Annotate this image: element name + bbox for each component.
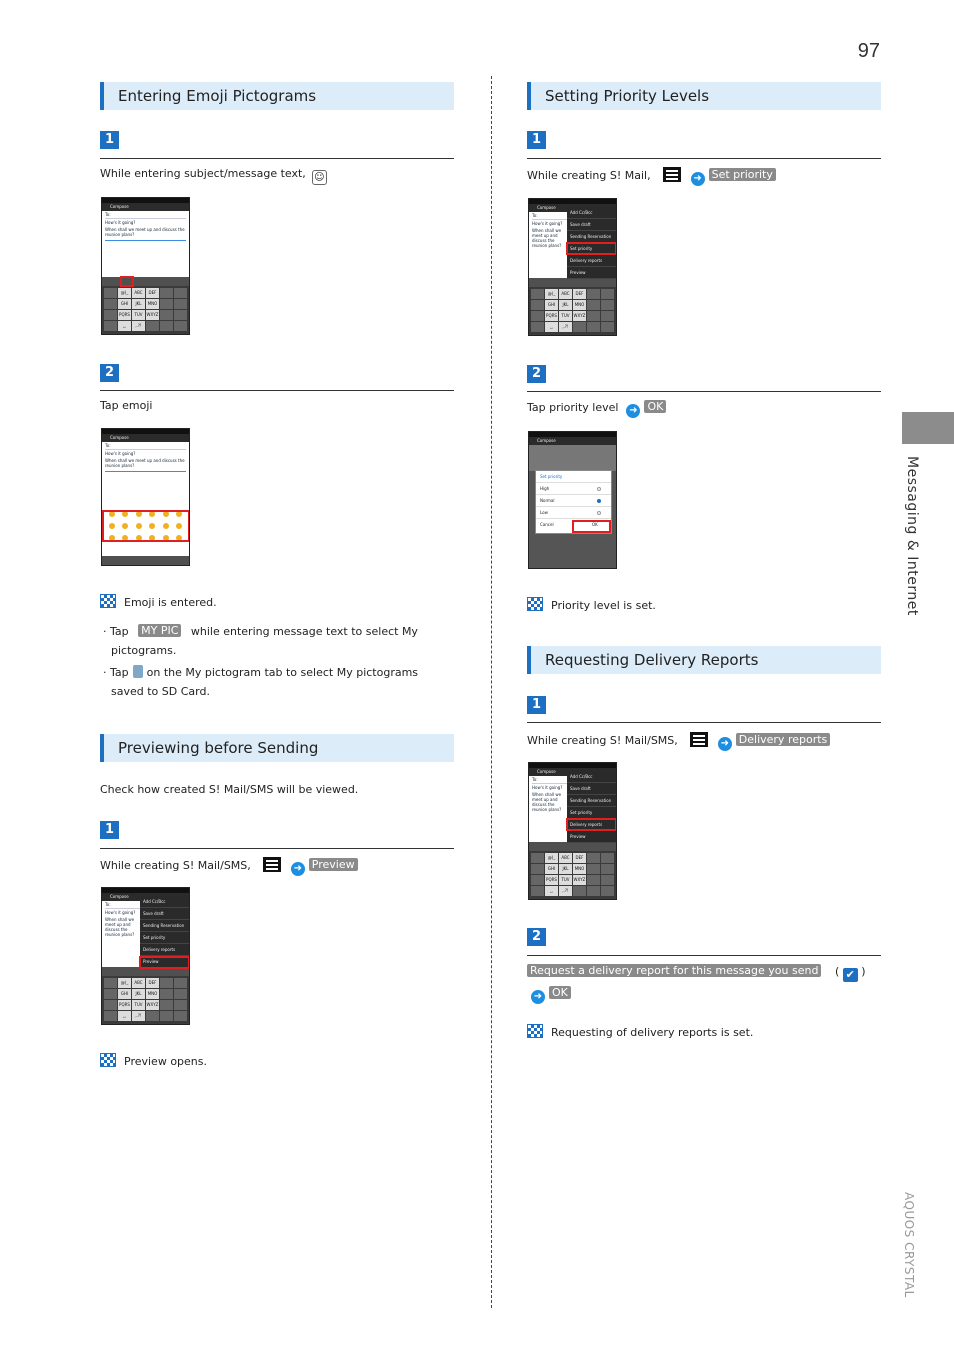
- menu-icon: [263, 857, 281, 872]
- note-my-pic-cont: pictograms.: [111, 644, 177, 657]
- step-instruction: While creating S! Mail/SMS, ➜ Preview: [100, 857, 358, 876]
- column-divider: [491, 76, 492, 1308]
- overflow-menu: Add Cc/Bcc Save draft Sending Reservation Set priority Delivery reports Preview: [567, 207, 617, 279]
- highlight-box: [572, 520, 611, 533]
- footer-product-name: AQUOS CRYSTAL: [902, 1192, 916, 1298]
- overflow-menu: Add Cc/Bcc Save draft Sending Reservation Set priority Delivery reports Preview: [567, 771, 617, 843]
- step-rule: [527, 158, 881, 159]
- screenshot-menu-set-priority: Compose To: How's it going? When shall we meet up and discuss the reunion plans? @(_ ABC DEF GHI JKL MNO PQRS TUV WXYZ ␣ ,.?! Add Cc/Bcc Save draft Sending Reservation Set priority Delivery reports Preview: [528, 198, 617, 336]
- priority-dialog: Set priority High Normal Low Cancel OK: [535, 470, 612, 534]
- step-badge: 1: [527, 696, 546, 714]
- result-line: Priority level is set.: [527, 597, 656, 613]
- menu-icon: [663, 167, 681, 182]
- step-instruction: Tap emoji: [100, 399, 153, 412]
- finish-flag-icon: [100, 594, 116, 608]
- step-instruction: Tap priority level ➜ OK: [527, 400, 666, 418]
- arrow-right-icon: ➜: [691, 172, 705, 186]
- step-badge: 2: [527, 365, 546, 383]
- chip-request-delivery-report: Request a delivery report for this message you send: [527, 964, 821, 977]
- phone-keyboard: @(_ ABC DEF GHI JKL MNO PQRS TUV WXYZ ␣ ,.?!: [102, 286, 189, 333]
- checkbox-checked-icon: ✔: [843, 968, 858, 982]
- result-line: Requesting of delivery reports is set.: [527, 1024, 753, 1040]
- highlight-box: [566, 818, 617, 831]
- chip-delivery-reports: Delivery reports: [736, 733, 830, 746]
- step-rule: [527, 955, 881, 956]
- screenshot-priority-dialog: Compose Set priority High Normal Low Cancel OK: [528, 431, 617, 569]
- highlight-box: [139, 956, 190, 969]
- section-title-emoji: Entering Emoji Pictograms: [100, 82, 454, 110]
- arrow-right-icon: ➜: [531, 990, 545, 1004]
- emoji-icon: ☺: [312, 170, 327, 185]
- result-line: Emoji is entered.: [100, 594, 217, 610]
- chip-ok: OK: [549, 986, 571, 999]
- chip-ok: OK: [644, 400, 666, 413]
- note-sd-card-cont: saved to SD Card.: [111, 685, 210, 698]
- note-sd-card: · Tap on the My pictogram tab to select My pictograms: [103, 666, 419, 679]
- highlight-box: [102, 510, 190, 542]
- step-rule: [100, 158, 454, 159]
- screenshot-menu-delivery-reports: Compose To: How's it going? When shall we meet up and discuss the reunion plans? @(_ ABC DEF GHI JKL MNO PQRS TUV WXYZ ␣ ,.?! Add Cc/Bcc Save draft Sending Reservation Set priority Delivery reports Preview: [528, 762, 617, 900]
- step-rule: [527, 722, 881, 723]
- section-title-priority: Setting Priority Levels: [527, 82, 881, 110]
- step-rule: [100, 848, 454, 849]
- step-instruction: Request a delivery report for this message you send ( ✔ ): [527, 964, 866, 982]
- chip-preview: Preview: [309, 858, 358, 871]
- result-line: Preview opens.: [100, 1053, 207, 1069]
- step-badge: 1: [100, 131, 119, 149]
- overflow-menu: Add Cc/Bcc Save draft Sending Reservation Set priority Delivery reports Preview: [140, 896, 190, 968]
- step-rule: [100, 390, 454, 391]
- screenshot-emoji-palette: Compose To: How's it going? When shall we meet up and discuss the reunion plans?: [101, 428, 190, 566]
- step-badge: 1: [527, 131, 546, 149]
- step-instruction: [100, 167, 327, 185]
- step-badge: 1: [100, 821, 119, 839]
- screenshot-menu-preview: Compose To: How's it going? When shall we meet up and discuss the reunion plans? @(_ ABC DEF GHI JKL MNO PQRS TUV WXYZ ␣ ,.?! Add Cc/Bcc Save draft Sending Reservation Set priority Delivery reports Preview: [101, 887, 190, 1025]
- step-instruction-cont: [531, 986, 571, 1004]
- chip-set-priority: Set priority: [709, 168, 776, 181]
- step-instruction: While creating S! Mail, ➜ Set priority: [527, 167, 776, 186]
- section-title-preview: Previewing before Sending: [100, 734, 454, 762]
- section-intro: Check how created S! Mail/SMS will be viewed.: [100, 783, 359, 796]
- my-pictogram-tab-icon: [133, 665, 143, 678]
- side-tab-label: Messaging & Internet: [904, 456, 920, 616]
- step-badge: 2: [527, 928, 546, 946]
- step-badge: 2: [100, 364, 119, 382]
- highlight-box: [120, 276, 134, 287]
- arrow-right-icon: ➜: [626, 404, 640, 418]
- arrow-right-icon: ➜: [291, 862, 305, 876]
- step-instruction: While creating S! Mail/SMS, ➜ Delivery reports: [527, 732, 830, 751]
- highlight-box: [566, 242, 617, 255]
- step-text: While entering subject/message text,: [100, 167, 306, 180]
- screenshot-compose-emoji-key: Compose To: How's it going? When shall we meet up and discuss the reunion plans? @(_ ABC DEF GHI JKL MNO PQRS TUV WXYZ ␣ ,.?!: [101, 197, 190, 335]
- arrow-right-icon: ➜: [718, 737, 732, 751]
- page-number: 97: [857, 40, 880, 62]
- chip-my-pic: MY PIC: [138, 624, 181, 637]
- finish-flag-icon: [527, 1024, 543, 1038]
- section-title-delivery: Requesting Delivery Reports: [527, 646, 881, 674]
- finish-flag-icon: [100, 1053, 116, 1067]
- step-rule: [527, 391, 881, 392]
- menu-icon: [690, 732, 708, 747]
- note-my-pic: · Tap MY PIC while entering message text to select My: [103, 624, 418, 638]
- finish-flag-icon: [527, 597, 543, 611]
- side-tab-marker: [902, 412, 954, 444]
